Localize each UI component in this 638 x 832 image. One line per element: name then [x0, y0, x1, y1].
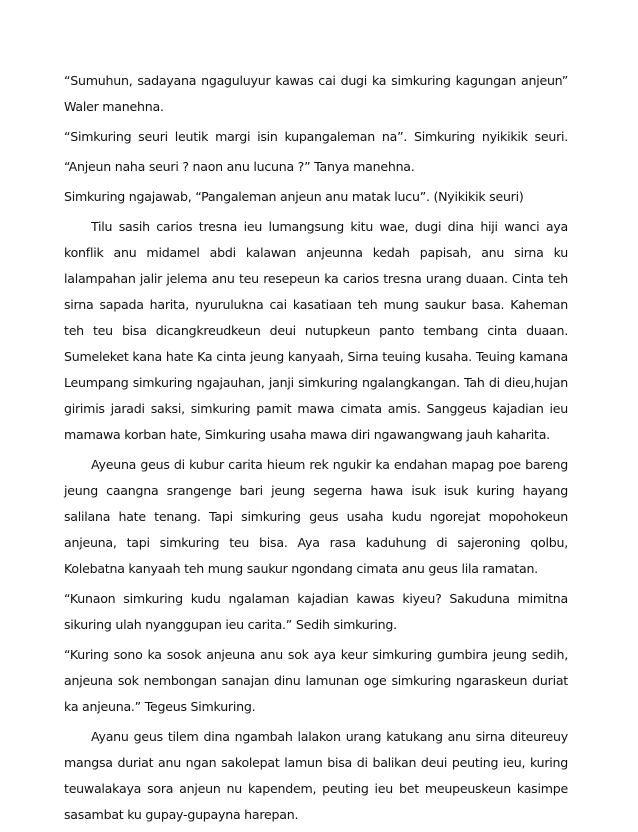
paragraph-narrative-1: Tilu sasih carios tresna ieu lumangsung kitu wae, dugi dina hiji wanci aya konflik anu midamel abdi kalawan anjeunna kedah papisah, anu sirna ku lalampahan jalir jelema anu teu resepeun ka carios tresna urang duaan. Cinta teh sirna sapada harita, nyurulukna cai kasatiaan teh mung saukur basa. Kaheman teh teu bisa dicangkreudkeun deui nutupkeun panto tembang cinta duaan. Sumeleket kana hate Ka cinta jeung kanyaah, Sirna teuing kusaha. Teuing kamana Leumpang simkuring ngajauhan, janji simkuring ngalangkangan. Tah di dieu,hujan girimis jaradi saksi, simkuring pamit mawa cimata amis. Sanggeus kajadian ieu mamawa korban hate, Simkuring usaha mawa diri ngawangwang jauh kaharita. — [64, 219, 568, 442]
paragraph-dialogue-2: “Simkuring seuri leutik margi isin kupangaleman na”. Simkuring nyikikik seuri. — [64, 129, 568, 144]
paragraph-dialogue-4: Simkuring ngajawab, “Pangaleman anjeun anu matak lucu”. (Nyikikik seuri) — [64, 189, 524, 204]
paragraph-dialogue-1: “Sumuhun, sadayana ngaguluyur kawas cai dugi ka simkuring kagungan anjeun” Waler manehna. — [64, 73, 568, 114]
paragraph-dialogue-5: “Kunaon simkuring kudu ngalaman kajadian kawas kiyeu? Sakuduna mimitna sikuring ulah nyanggupan ieu carita.” Sedih simkuring. — [64, 591, 568, 632]
paragraph-dialogue-6: “Kuring sono ka sosok anjeuna anu sok aya keur simkuring gumbira jeung sedih, anjeuna sok nembongan sanajan dinu lamunan oge simkuring ngaraskeun duriat ka anjeuna.” Tegeus Simkuring. — [64, 647, 568, 714]
paragraph-narrative-3: Ayanu geus tilem dina ngambah lalakon urang katukang anu sirna diteureuy mangsa duriat anu ngan sakolepat lamun bisa di balikan deui peuting ieu, kuring teuwalakaya sora anjeun nu kapendem, peuting ieu bet meupeuskeun kasimpe sasambat ku gupay-gupayna harepan. — [64, 729, 568, 822]
document-page — [64, 68, 568, 832]
paragraph-dialogue-3: “Anjeun naha seuri ? naon anu lucuna ?” Tanya manehna. — [64, 159, 415, 174]
paragraph-narrative-2: Ayeuna geus di kubur carita hieum rek ngukir ka endahan mapag poe bareng jeung caangna srangenge bari jeung segerna hawa isuk isuk kuring hayang salilana hate tenang. Tapi simkuring geus usaha kudu ngorejat mopohokeun anjeuna, tapi simkuring teu bisa. Aya rasa kaduhung di sajeroning qolbu, Kolebatna kanyaah teh mung saukur ngondang cimata anu geus lila ramatan. — [64, 457, 568, 576]
